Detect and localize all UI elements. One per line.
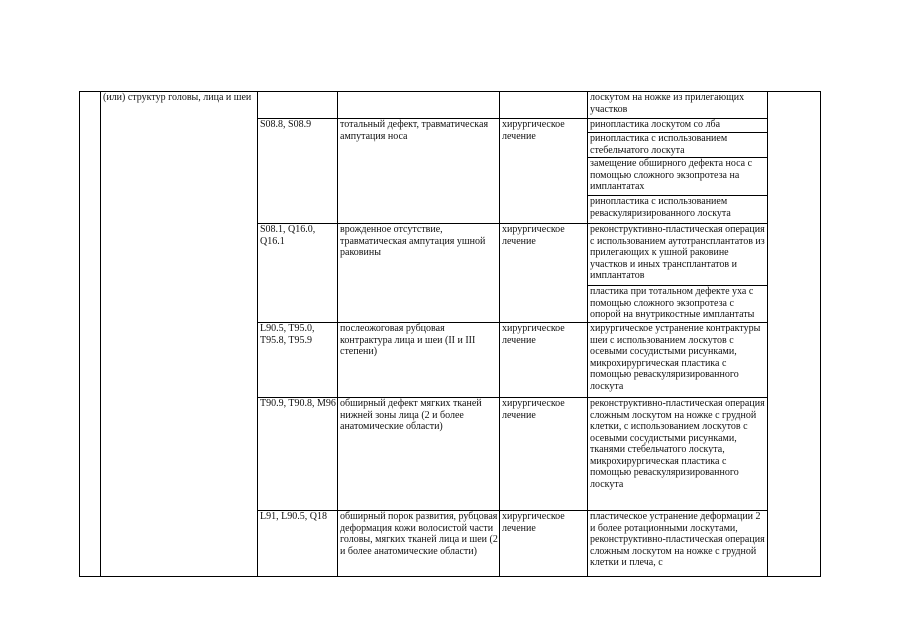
blank-cell [768,92,821,577]
treatment-cell: хирургическое лечение [500,511,588,577]
method-cell: хирургическое устранение контрактуры шеи с использованием лоскутов с осевыми сосудистыми рисунками, микрохирургическая пластика с помощью реваскуляризированного лоскута [588,323,768,398]
method-cell: пластика при тотальном дефекте уха с помощью сложного экзопротеза с опорой на внутрикостные имплантаты [588,286,768,323]
index-cell [80,92,101,577]
diagnosis-cell: послеожоговая рубцовая контрактура лица и шеи (II и III степени) [338,323,500,398]
table-row [80,92,821,119]
method-cell: лоскутом на ножке из прилегающих участков [588,92,768,119]
codes-cell: S08.8, S08.9 [258,119,338,224]
method-cell: реконструктивно-пластическая операция сложным лоскутом на ножке с грудной клетки, с использованием лоскутов с осевыми сосудистыми рисунками, тканями стебельчатого лоскута, микрохирургическая пластика с помощью реваскуляризированного лоскута [588,398,768,511]
treatment-cell [500,92,588,119]
treatment-cell: хирургическое лечение [500,119,588,224]
method-cell: реконструктивно-пластическая операция с использованием аутотрансплантатов из прилегающих к ушной раковине участков и иных трансплантатов и имплантатов [588,224,768,286]
diagnosis-cell: тотальный дефект, травматическая ампутация носа [338,119,500,224]
codes-cell: L91, L90.5, Q18 [258,511,338,577]
treatment-cell: хирургическое лечение [500,398,588,511]
treatment-cell: хирургическое лечение [500,323,588,398]
profile-cell: (или) структур головы, лица и шеи [101,92,258,577]
method-cell: ринопластика с использованием стебельчатого лоскута [588,133,768,158]
treatment-cell: хирургическое лечение [500,224,588,323]
codes-cell [258,92,338,119]
codes-cell: S08.1, Q16.0, Q16.1 [258,224,338,323]
method-cell: ринопластика с использованием реваскуляризированного лоскута [588,196,768,224]
diagnosis-cell [338,92,500,119]
diagnosis-cell: врожденное отсутствие, травматическая ампутация ушной раковины [338,224,500,323]
method-cell: ринопластика лоскутом со лба [588,119,768,133]
method-cell: замещение обширного дефекта носа с помощью сложного экзопротеза на имплантатах [588,158,768,196]
method-cell: пластическое устранение деформации 2 и более ротационными лоскутами, реконструктивно-пластическая операция сложным лоскутом на ножке с грудной клетки и плеча, с [588,511,768,577]
codes-cell: L90.5, T95.0, T95.8, T95.9 [258,323,338,398]
diagnosis-cell: обширный дефект мягких тканей нижней зоны лица (2 и более анатомические области) [338,398,500,511]
codes-cell: T90.9, T90.8, M96 [258,398,338,511]
diagnosis-cell: обширный порок развития, рубцовая деформация кожи волосистой части головы, мягких тканей лица и шеи (2 и более анатомические области) [338,511,500,577]
medical-services-table [79,91,821,577]
